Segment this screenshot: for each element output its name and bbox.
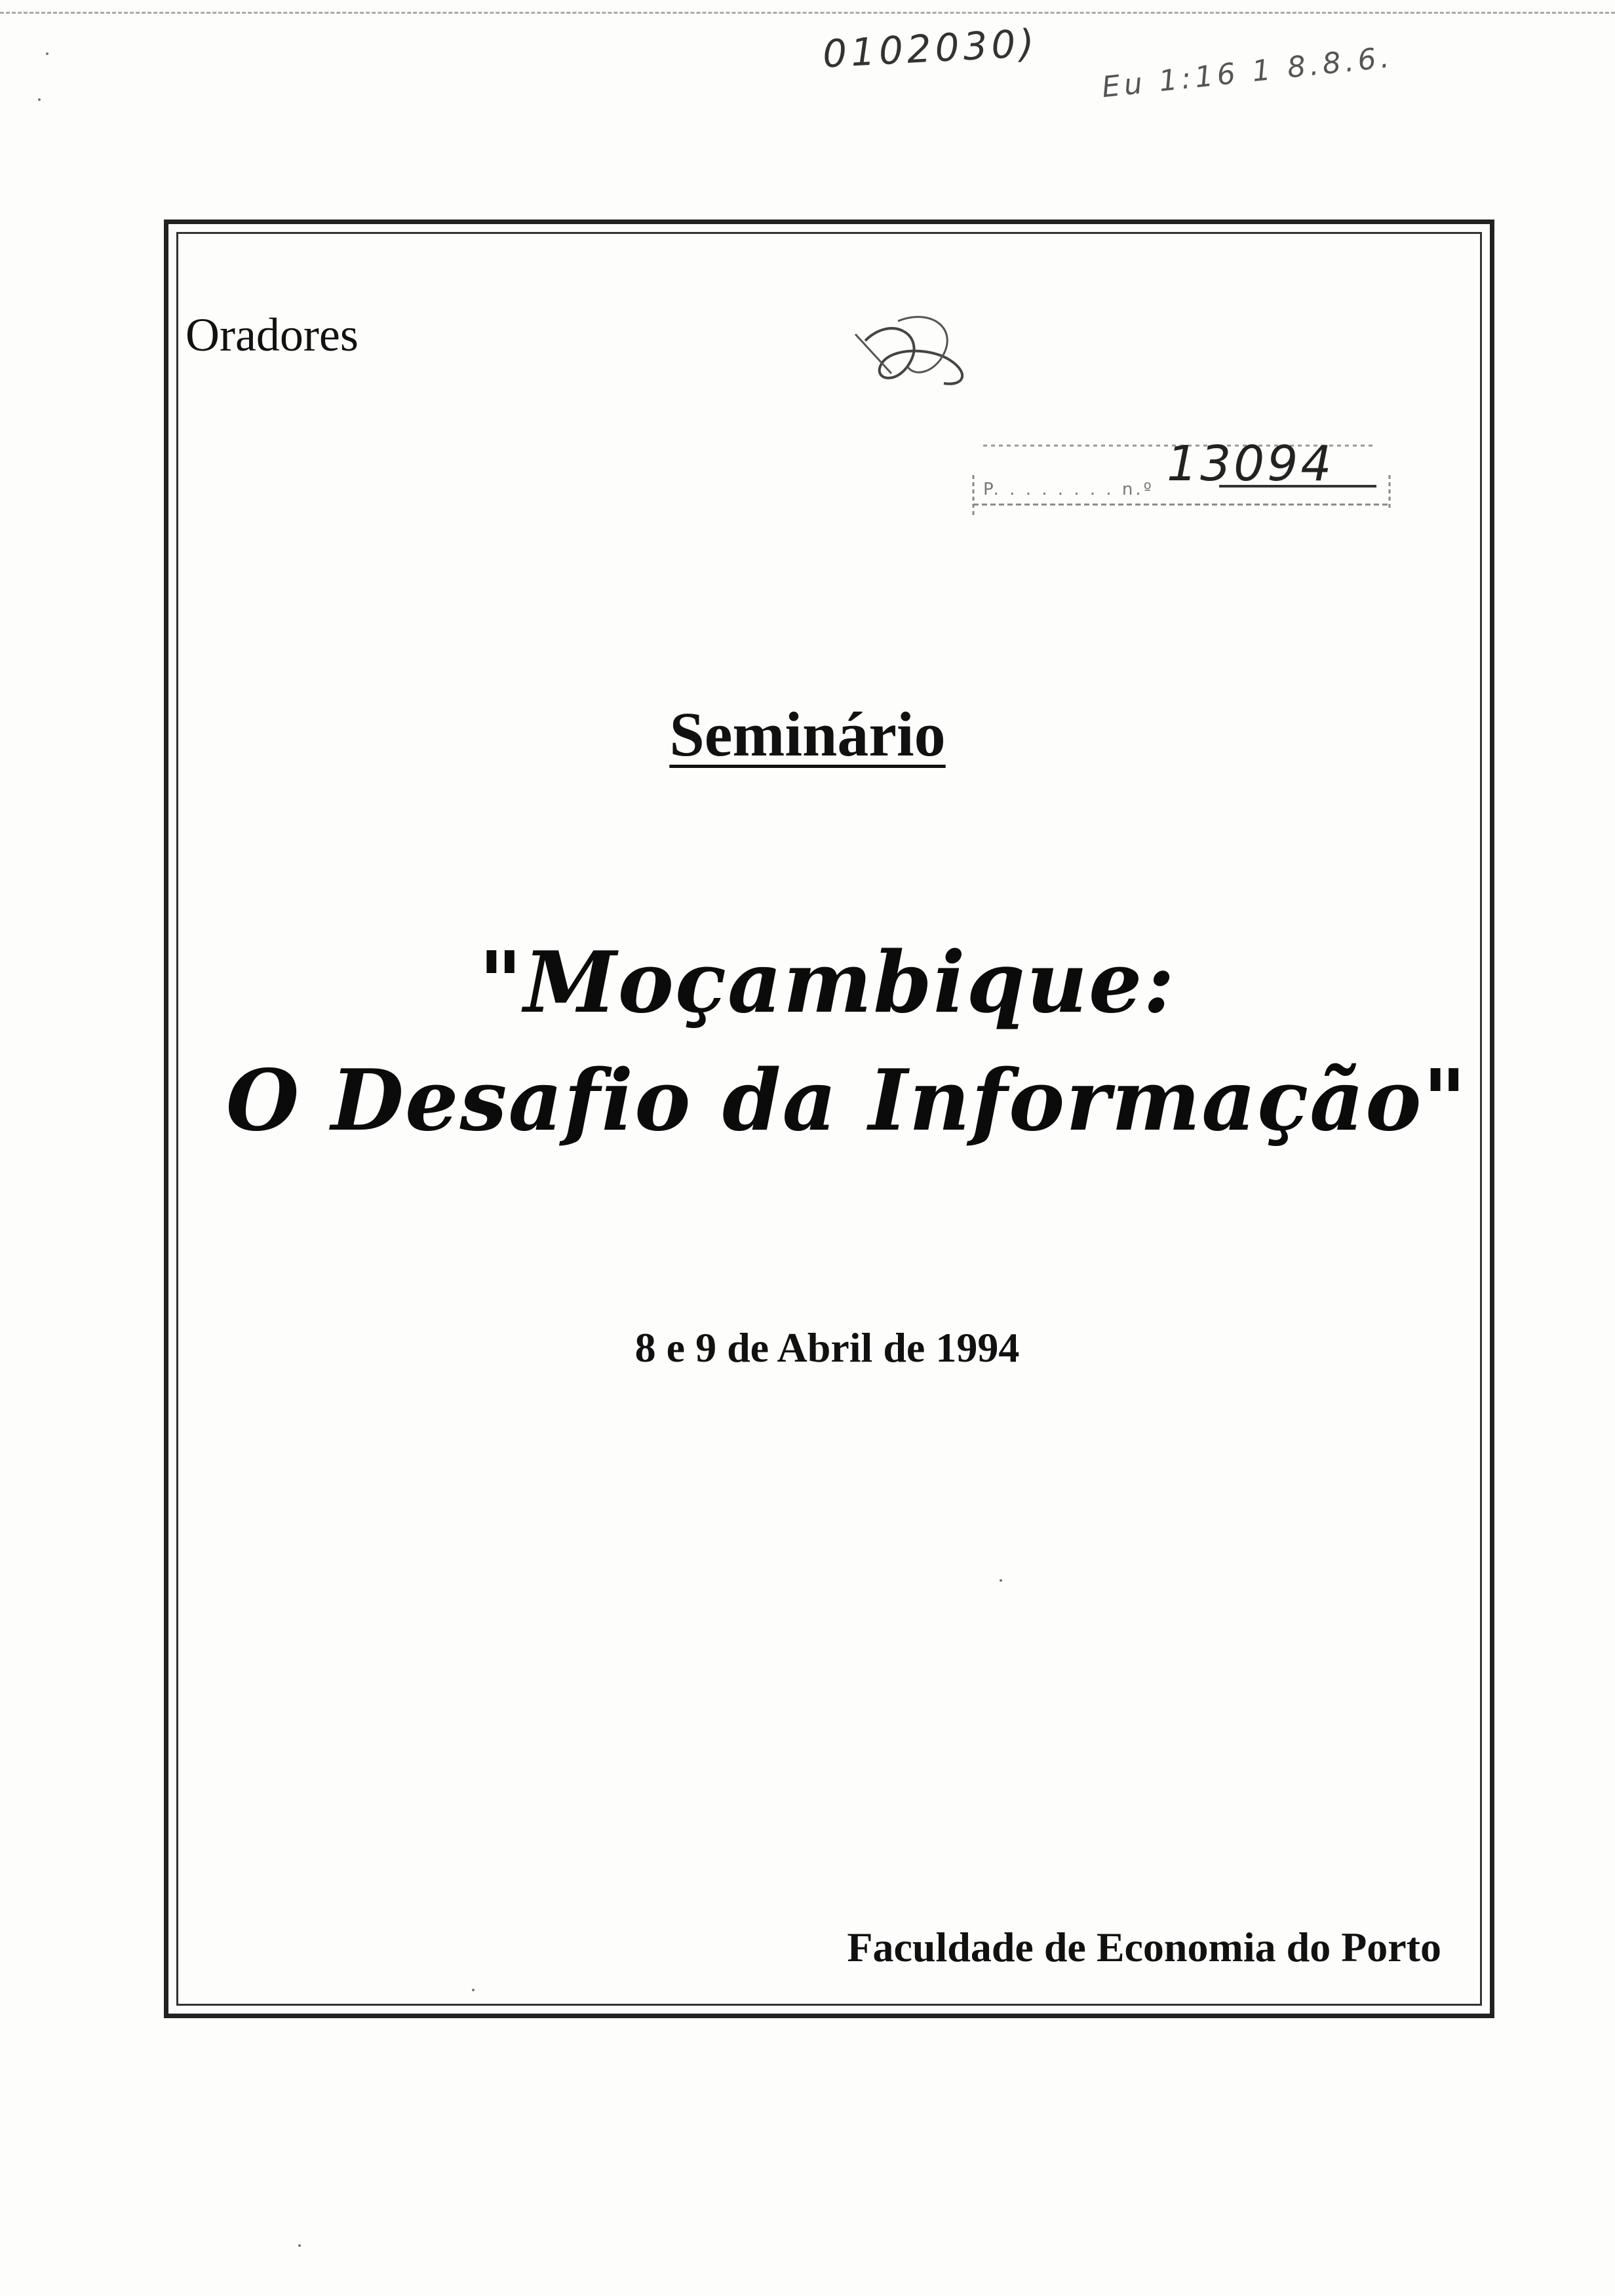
scan-edge-line [0,12,1615,14]
event-type: Seminário [669,699,946,769]
handwritten-code: 0102030) [821,20,1040,77]
section-label: Oradores [185,309,359,361]
archive-stamp [852,308,1396,524]
title-line-2: O Desafio da Informação" [225,1052,1468,1150]
scan-speck [472,1989,475,1991]
title-line-1: "Moçambique: [478,934,1176,1032]
handwritten-note: Eu 1:16 1 8.8.6. [1100,40,1395,105]
event-date: 8 e 9 de Abril de 1994 [634,1324,1020,1371]
scan-speck [46,52,49,55]
institution-name: Faculdade de Economia do Porto [847,1924,1441,1970]
scan-speck [1000,1579,1002,1582]
scan-speck [38,98,41,101]
stamp-number: 13094 [1167,436,1334,492]
svg-text:P. . . . . . . . n.º: P. . . . . . . . n.º [983,480,1154,499]
scan-speck [298,2244,301,2247]
